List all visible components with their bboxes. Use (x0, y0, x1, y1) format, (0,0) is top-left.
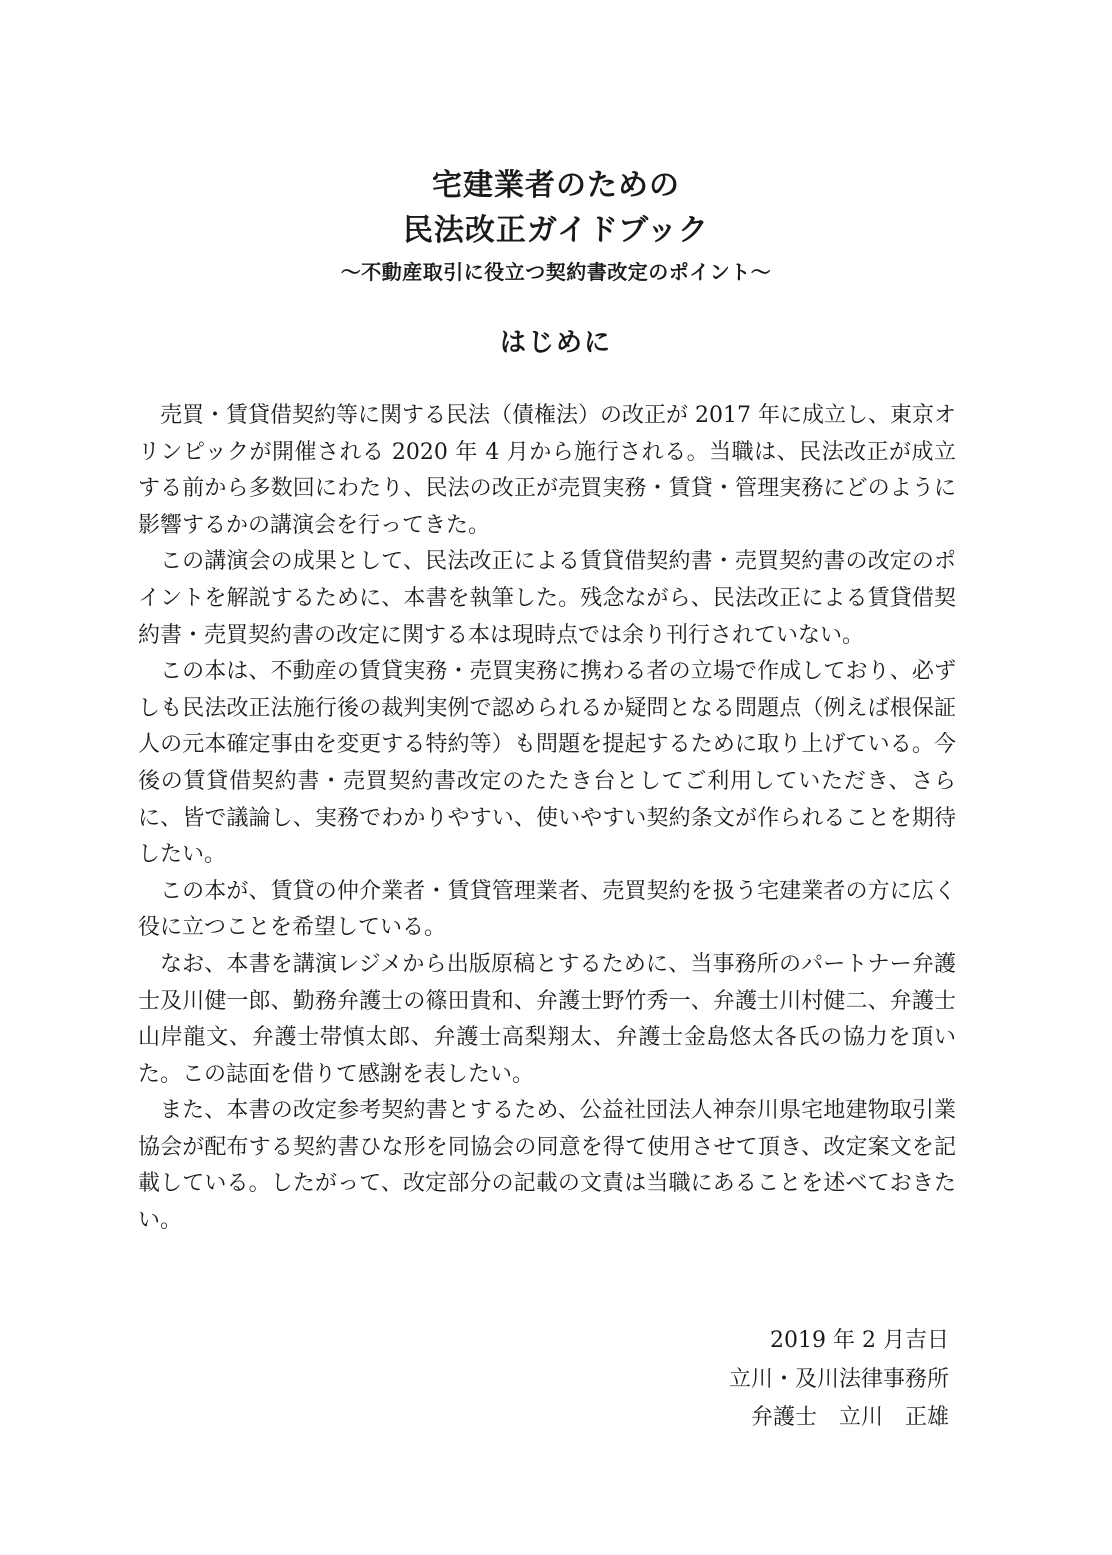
paragraph: 売買・賃貸借契約等に関する民法（債権法）の改正が 2017 年に成立し、東京オリンピックが開催される 2020 年 4 月から施行される。当職は、民法改正が成立する前から多数回にわたり、民法の改正が売買実務・賃貸・管理実務にどのように影響するかの講演会を行ってきた。 (138, 403, 956, 538)
paragraph: この講演会の成果として、民法改正による賃貸借契約書・売買契約書の改定のポイントを解説するために、本書を執筆した。残念ながら、民法改正による賃貸借契約書・売買契約書の改定に関する本は現時点では余り刊行されていない。 (138, 549, 956, 648)
paragraph: なお、本書を講演レジメから出版原稿とするために、当事務所のパートナー弁護士及川健一郎、勤務弁護士の篠田貴和、弁護士野竹秀一、弁護士川村健二、弁護士山岸龍文、弁護士帯慎太郎、弁護士高梨翔太、弁護士金島悠太各氏の協力を頂いた。この誌面を借りて感謝を表したい。 (138, 951, 956, 1087)
book-title-line-1: 宅建業者のための (432, 168, 680, 203)
book-subtitle: ～不動産取引に役立つ契約書改定のポイント～ (340, 260, 772, 284)
section-heading: はじめに (499, 328, 612, 358)
paragraph: この本は、不動産の賃貸実務・売買実務に携わる者の立場で作成しており、必ずしも民法改正法施行後の裁判実例で認められるか疑問となる問題点（例えば根保証人の元本確定事由を変更する特約等）も問題を提起するために取り上げている。今後の賃貸借契約書・売買契約書改定のたたき台としてご利用していただき、さらに、皆で議論し、実務でわかりやすい、使いやすい契約条文が作られることを期待したい。 (138, 659, 956, 868)
paragraph: この本が、賃貸の仲介業者・賃貸管理業者、売買契約を扱う宅建業者の方に広く役に立つことを希望している。 (138, 878, 956, 941)
signature-author: 弁護士 立川 正雄 (750, 1405, 949, 1430)
signature-office: 立川・及川法律事務所 (728, 1367, 949, 1392)
preface-body (138, 398, 956, 1240)
paragraph: また、本書の改定参考契約書とするため、公益社団法人神奈川県宅地建物取引業協会が配布する契約書ひな形を同協会の同意を得て使用させて頂き、改定案文を記載している。したがって、改定部分の記載の文責は当職にあることを述べておきたい。 (138, 1098, 956, 1234)
book-title-line-2: 民法改正ガイドブック (402, 213, 710, 248)
signature-date: 2019 年 2 月吉日 (770, 1328, 949, 1353)
